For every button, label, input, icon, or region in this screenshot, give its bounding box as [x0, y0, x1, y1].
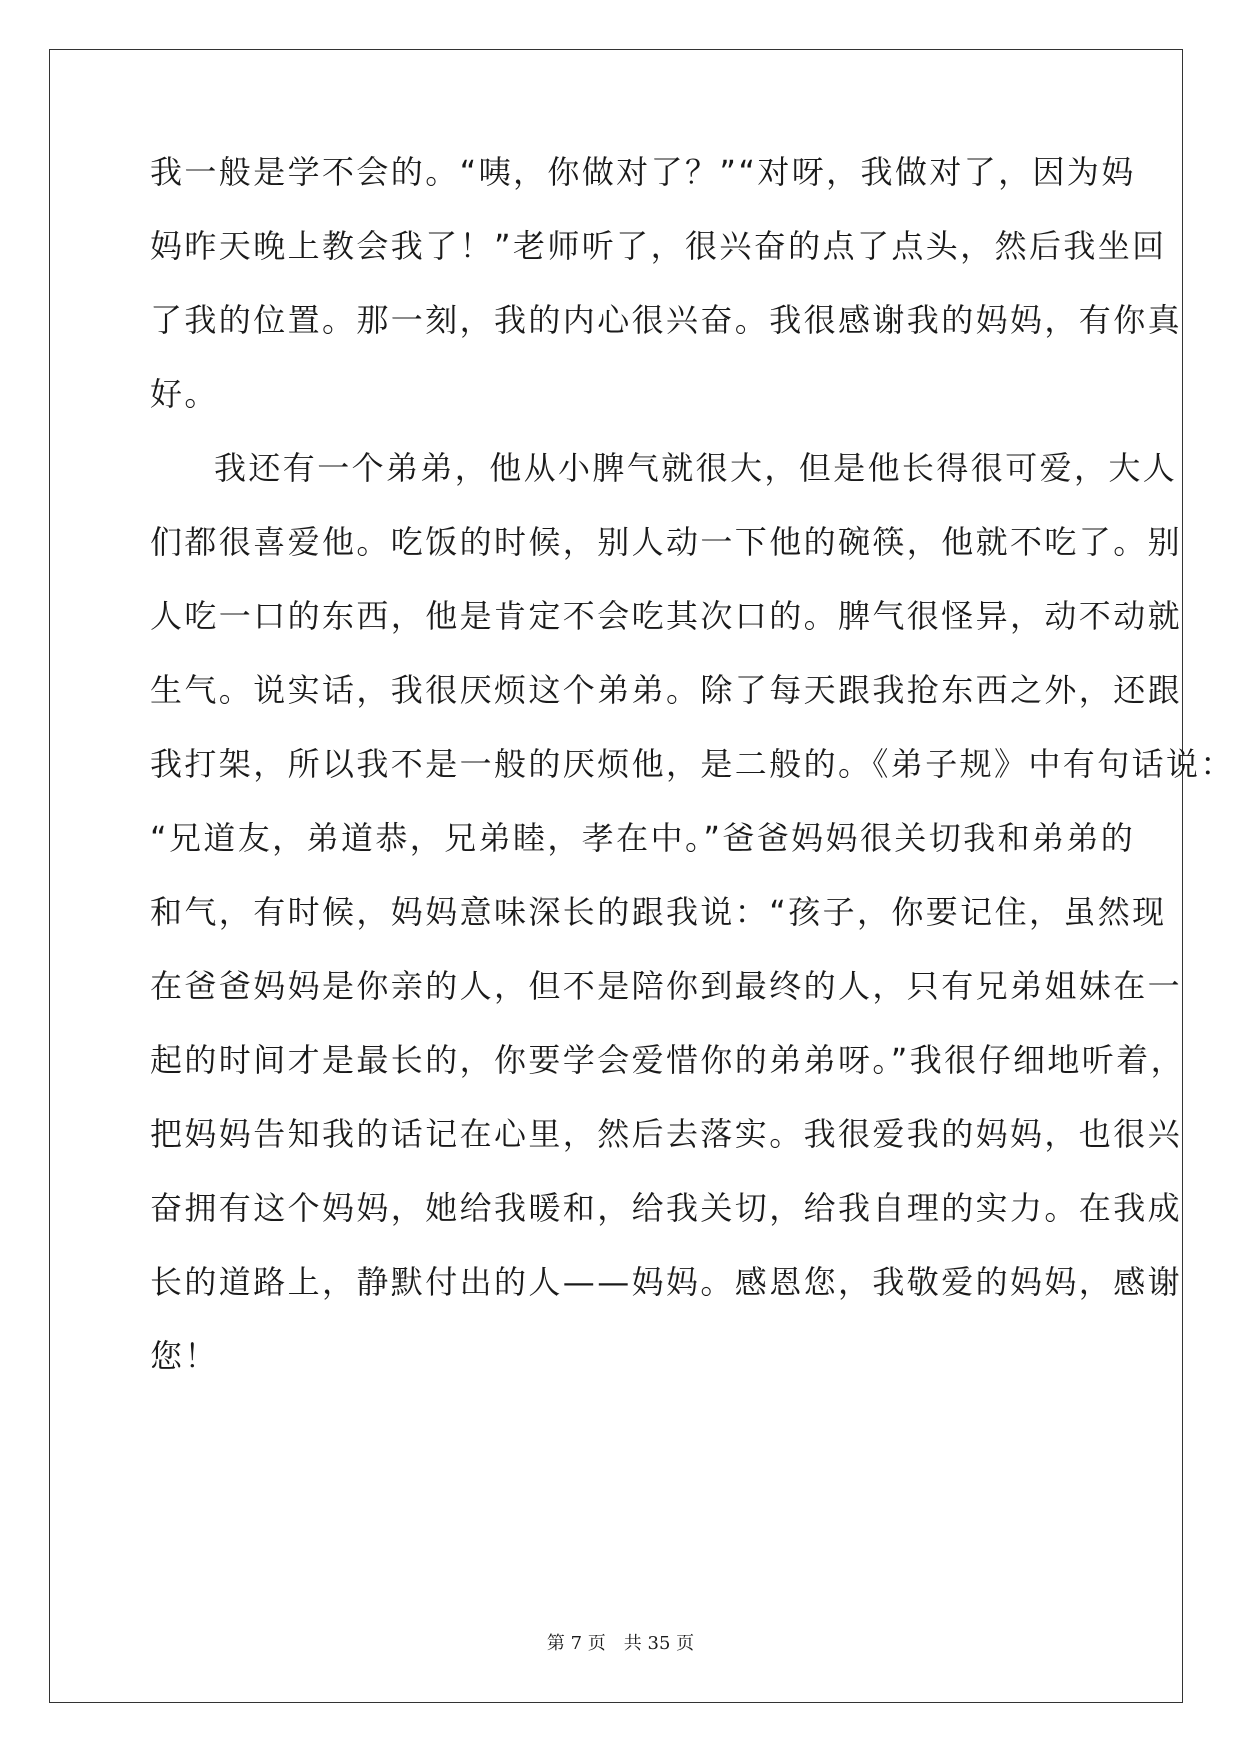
text-line: 生气。说实话，我很厌烦这个弟弟。除了每天跟我抢东西之外，还跟 [150, 671, 1183, 709]
text-line: 妈昨天晚上教会我了！”老师听了，很兴奋的点了点头，然后我坐回 [150, 227, 1167, 265]
text-line: 您！ [150, 1337, 219, 1375]
text-line: 人吃一口的东西，他是肯定不会吃其次口的。脾气很怪异，动不动就 [150, 597, 1183, 635]
text-line: 好。 [150, 375, 219, 413]
text-line: 了我的位置。那一刻，我的内心很兴奋。我很感谢我的妈妈，有你真 [150, 301, 1183, 339]
text-line: “兄道友，弟道恭，兄弟睦，孝在中。”爸爸妈妈很关切我和弟弟的 [150, 819, 1136, 857]
text-line: 起的时间才是最长的，你要学会爱惜你的弟弟呀。”我很仔细地听着， [150, 1041, 1185, 1079]
text-line: 我打架，所以我不是一般的厌烦他，是二般的。《弟子规》中有句话说： [150, 745, 1235, 783]
text-line: 和气，有时候，妈妈意味深长的跟我说：“孩子，你要记住，虽然现 [150, 893, 1167, 931]
page-number-footer: 第 7 页 共 35 页 [546, 1633, 695, 1654]
text-line: 我还有一个弟弟，他从小脾气就很大，但是他长得很可爱，大人 [214, 449, 1178, 487]
text-line: 奋拥有这个妈妈，她给我暖和，给我关切，给我自理的实力。在我成 [150, 1189, 1183, 1227]
text-line: 我一般是学不会的。“咦，你做对了？”“对呀，我做对了，因为妈 [150, 153, 1136, 191]
text-line: 把妈妈告知我的话记在心里，然后去落实。我很爱我的妈妈，也很兴 [150, 1115, 1183, 1153]
text-line: 们都很喜爱他。吃饭的时候，别人动一下他的碗筷，他就不吃了。别 [150, 523, 1183, 561]
text-line: 在爸爸妈妈是你亲的人，但不是陪你到最终的人，只有兄弟姐妹在一 [150, 967, 1183, 1005]
text-line: 长的道路上，静默付出的人——妈妈。感恩您，我敬爱的妈妈，感谢 [150, 1263, 1183, 1301]
